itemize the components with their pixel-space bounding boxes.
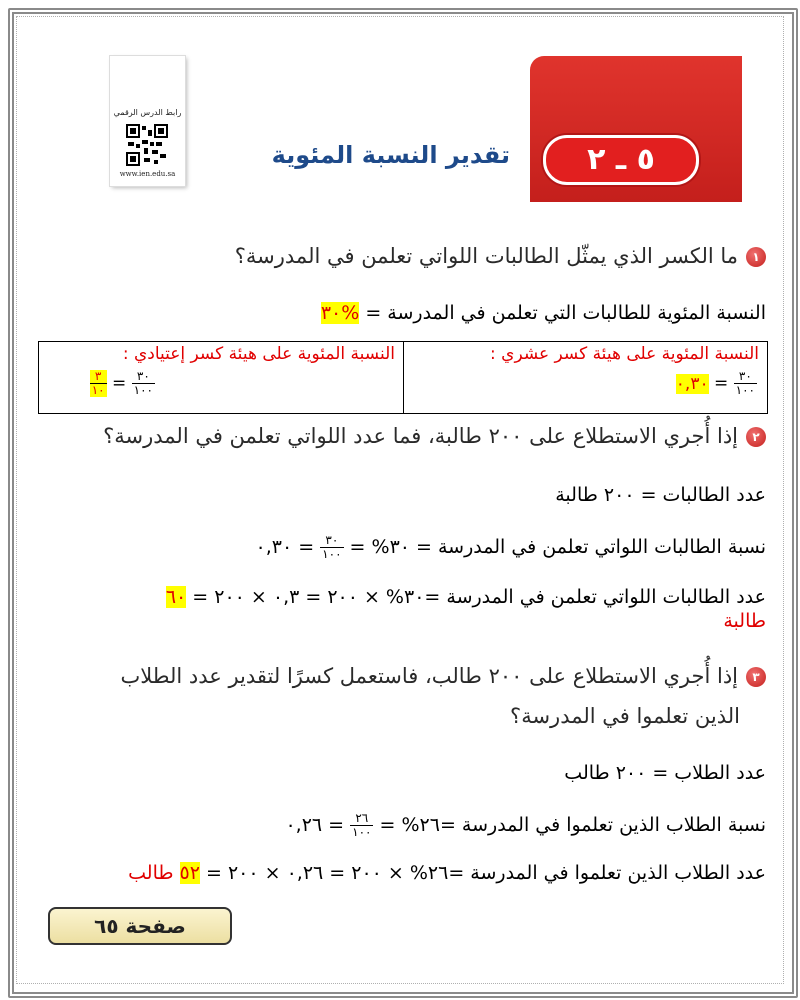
q2-calc-result: ٦٠ xyxy=(165,586,187,608)
q1-number-badge: ١ xyxy=(746,247,766,267)
q3-text1: إذا أُجري الاستطلاع على ٢٠٠ طالب، فاستعمل كسرًا لتقدير عدد الطلاب xyxy=(120,664,738,688)
q3-ratio-fraction xyxy=(350,812,373,839)
common-equation xyxy=(90,370,155,397)
decimal-frac-num: ٣٠ xyxy=(734,370,757,384)
q2-question xyxy=(103,424,766,448)
decimal-fraction xyxy=(734,370,757,397)
lesson-number-badge: ٥ ـ ٢ xyxy=(543,135,699,185)
q3-ratio-pre: نسبة الطلاب الذين تعلموا في المدرسة =٢٦% = xyxy=(373,814,766,836)
decimal-eq-sign: = xyxy=(714,373,729,394)
common-eq-sign: = xyxy=(112,373,127,394)
q1-line1-value: %٣٠ xyxy=(320,302,360,324)
q1-question xyxy=(235,244,766,268)
table-divider xyxy=(403,342,404,413)
q2-number-badge: ٢ xyxy=(746,427,766,447)
qr-card[interactable] xyxy=(110,56,185,186)
q3-ratio-line xyxy=(285,812,766,839)
decimal-equation xyxy=(676,370,757,397)
q3-calc-unit: طالب xyxy=(128,862,180,884)
q3-calc-result: ٥٢ xyxy=(179,862,200,884)
common-heading: النسبة المئوية على هيئة كسر إعتيادي : xyxy=(122,344,395,364)
q1-line1 xyxy=(321,302,766,324)
common-val-den: ١٠ xyxy=(91,383,105,397)
common-frac-den: ١٠٠ xyxy=(133,383,153,397)
q2-calc-pre: عدد الطالبات اللواتي تعلمن في المدرسة =٣٠% × ٢٠٠ = ٠,٣ × ٢٠٠ = xyxy=(186,586,766,608)
decimal-heading: النسبة المئوية على هيئة كسر عشري : xyxy=(490,344,759,364)
q3-count-line: عدد الطلاب = ٢٠٠ طالب xyxy=(564,762,766,784)
qr-title: رابط الدرس الرقمي xyxy=(113,108,182,117)
q3-ratio-post: = ٠,٢٦ xyxy=(285,814,351,836)
q1-table xyxy=(38,341,768,414)
q2-ratio-line xyxy=(256,534,766,561)
q3-calc-pre: عدد الطلاب الذين تعلموا في المدرسة =٢٦% × ٢٠٠ = ٠,٢٦ × ٢٠٠ = xyxy=(199,862,766,884)
decimal-value: ٠,٣٠ xyxy=(675,373,709,394)
common-fraction xyxy=(132,370,155,397)
q1-line1-text: النسبة المئوية للطالبات التي تعلمن في المدرسة = xyxy=(359,302,766,324)
q2-calc-unit: طالبة xyxy=(723,610,766,632)
common-value-fraction xyxy=(90,370,107,397)
q3-text2: الذين تعلموا في المدرسة؟ xyxy=(510,704,740,728)
q2-text: إذا أُجري الاستطلاع على ٢٠٠ طالبة، فما عدد اللواتي تعلمن في المدرسة؟ xyxy=(103,424,738,448)
qr-url: www.ien.edu.sa xyxy=(119,170,176,178)
q3-ratio-num: ٢٦ xyxy=(350,812,373,826)
page-number-label[interactable]: صفحة ٦٥ xyxy=(48,907,232,945)
q2-ratio-pre: نسبة الطالبات اللواتي تعلمن في المدرسة = ٣٠% = xyxy=(343,536,766,558)
q1-text: ما الكسر الذي يمثّل الطالبات اللواتي تعلمن في المدرسة؟ xyxy=(234,244,738,268)
q3-question-line1 xyxy=(120,664,766,688)
common-val-num: ٣ xyxy=(90,370,107,384)
q2-ratio-den: ١٠٠ xyxy=(322,547,342,561)
lesson-title: تقدير النسبة المئوية xyxy=(271,141,510,169)
q3-question-line2 xyxy=(510,704,740,728)
q3-ratio-den: ١٠٠ xyxy=(352,825,372,839)
q2-ratio-post: = ٠,٣٠ xyxy=(255,536,321,558)
decimal-frac-den: ١٠٠ xyxy=(735,383,755,397)
common-frac-num: ٣٠ xyxy=(132,370,155,384)
qr-code-icon xyxy=(126,124,168,166)
q2-ratio-fraction xyxy=(320,534,343,561)
q2-calc-line xyxy=(166,586,766,608)
q3-calc-line xyxy=(128,862,766,884)
q3-number-badge: ٣ xyxy=(746,667,766,687)
q2-ratio-num: ٣٠ xyxy=(320,534,343,548)
q2-count-line: عدد الطالبات = ٢٠٠ طالبة xyxy=(555,484,766,506)
